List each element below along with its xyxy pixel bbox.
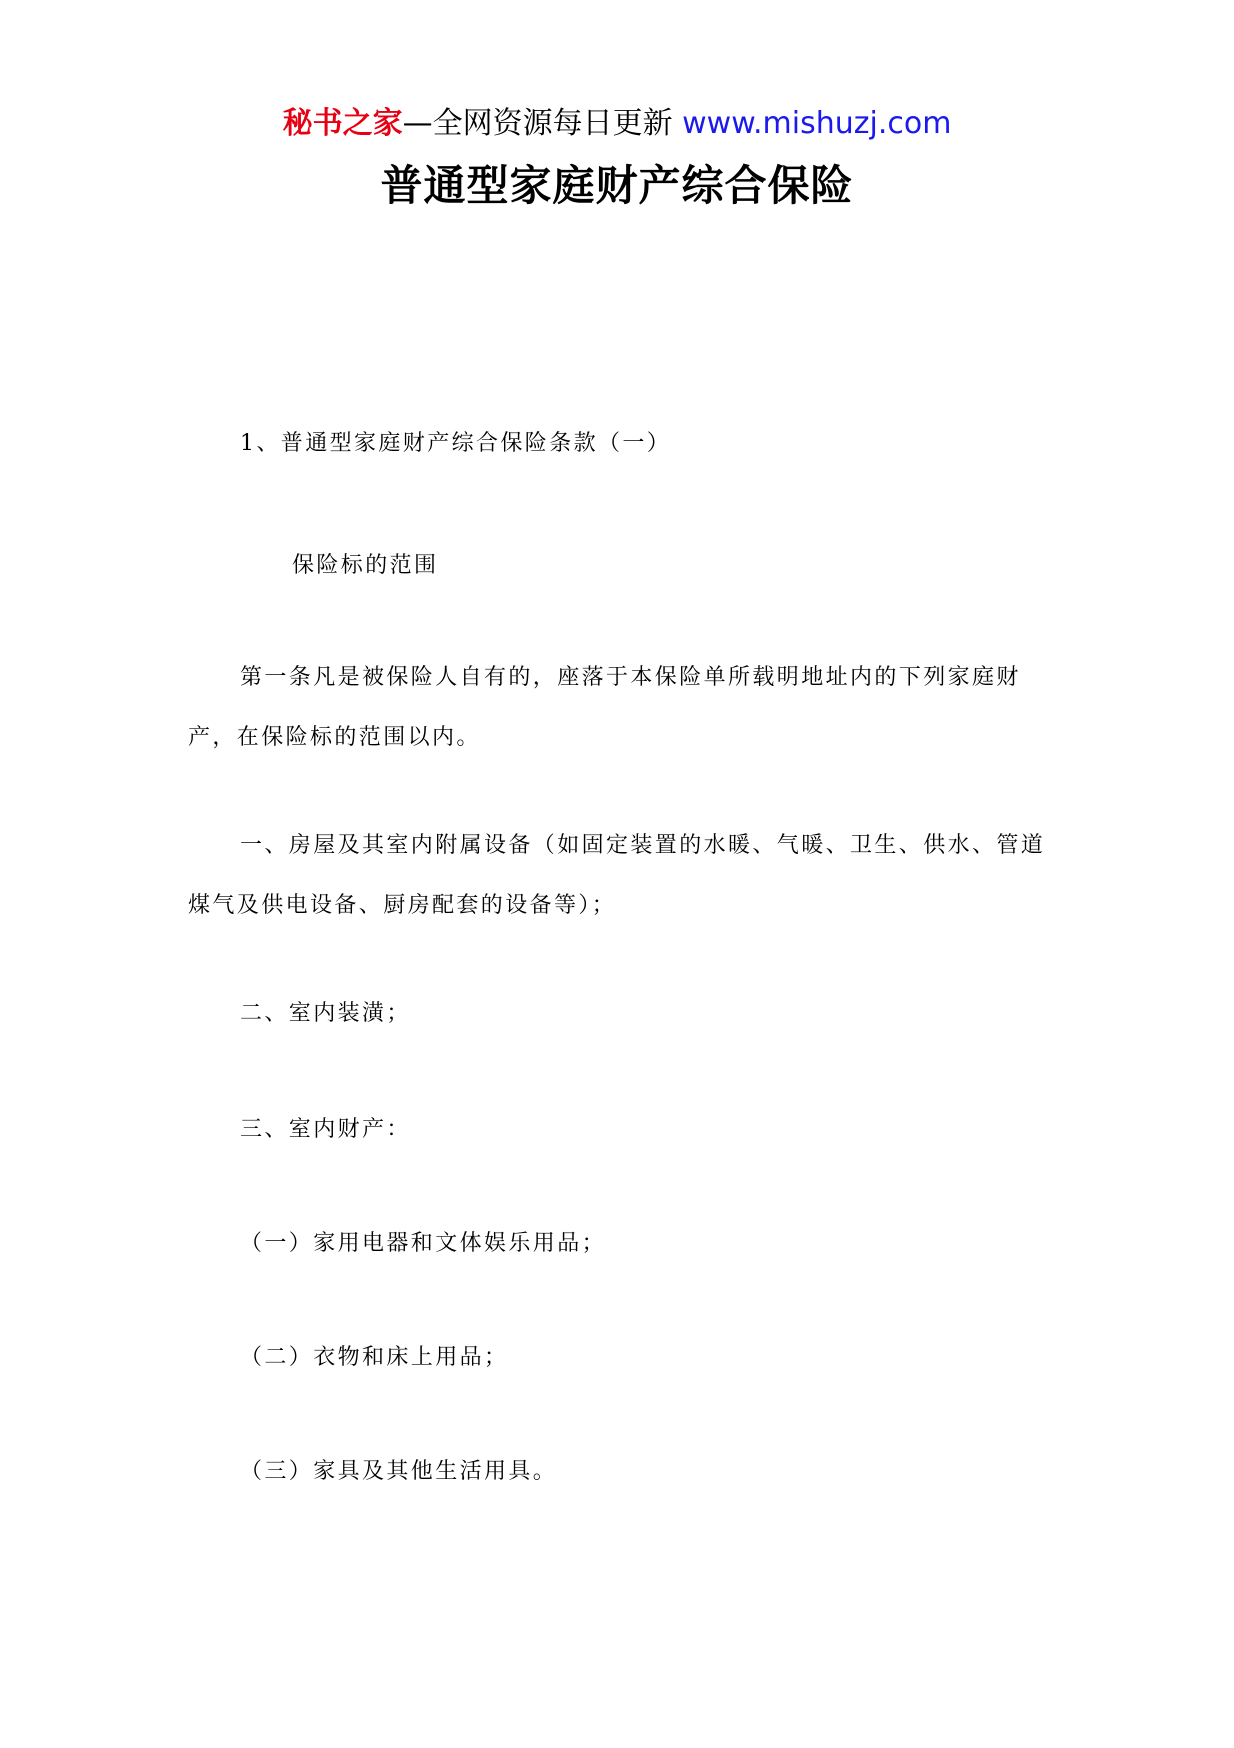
document-title: 普通型家庭财产综合保险 xyxy=(380,161,854,210)
list-item-house: 一、房屋及其室内附属设备（如固定装置的水暖、气暖、卫生、供水、管道煤气及供电设备、厨房配套的设备等）； xyxy=(188,833,1046,918)
article-one-paragraph: 第一条凡是被保险人自有的，座落于本保险单所载明地址内的下列家庭财产，在保险标的范围以内。 xyxy=(188,665,1021,750)
watermark-header xyxy=(0,104,1234,144)
list-item-property: 三、室内财产： xyxy=(240,1117,411,1142)
scope-heading: 保险标的范围 xyxy=(292,553,439,578)
brand-tagline: —全网资源每日更新 xyxy=(402,106,673,141)
sub-item-clothing: （二）衣物和床上用品； xyxy=(240,1345,509,1370)
brand-name: 秘书之家 xyxy=(282,106,403,141)
site-url-link[interactable]: www.mishuzj.com xyxy=(682,106,952,141)
sub-item-furniture: （三）家具及其他生活用具。 xyxy=(240,1459,558,1484)
section-heading: 1、普通型家庭财产综合保险条款（一） xyxy=(240,431,672,456)
sub-item-appliances: （一）家用电器和文体娱乐用品； xyxy=(240,1231,607,1256)
list-item-decoration: 二、室内装潢； xyxy=(240,1001,411,1026)
